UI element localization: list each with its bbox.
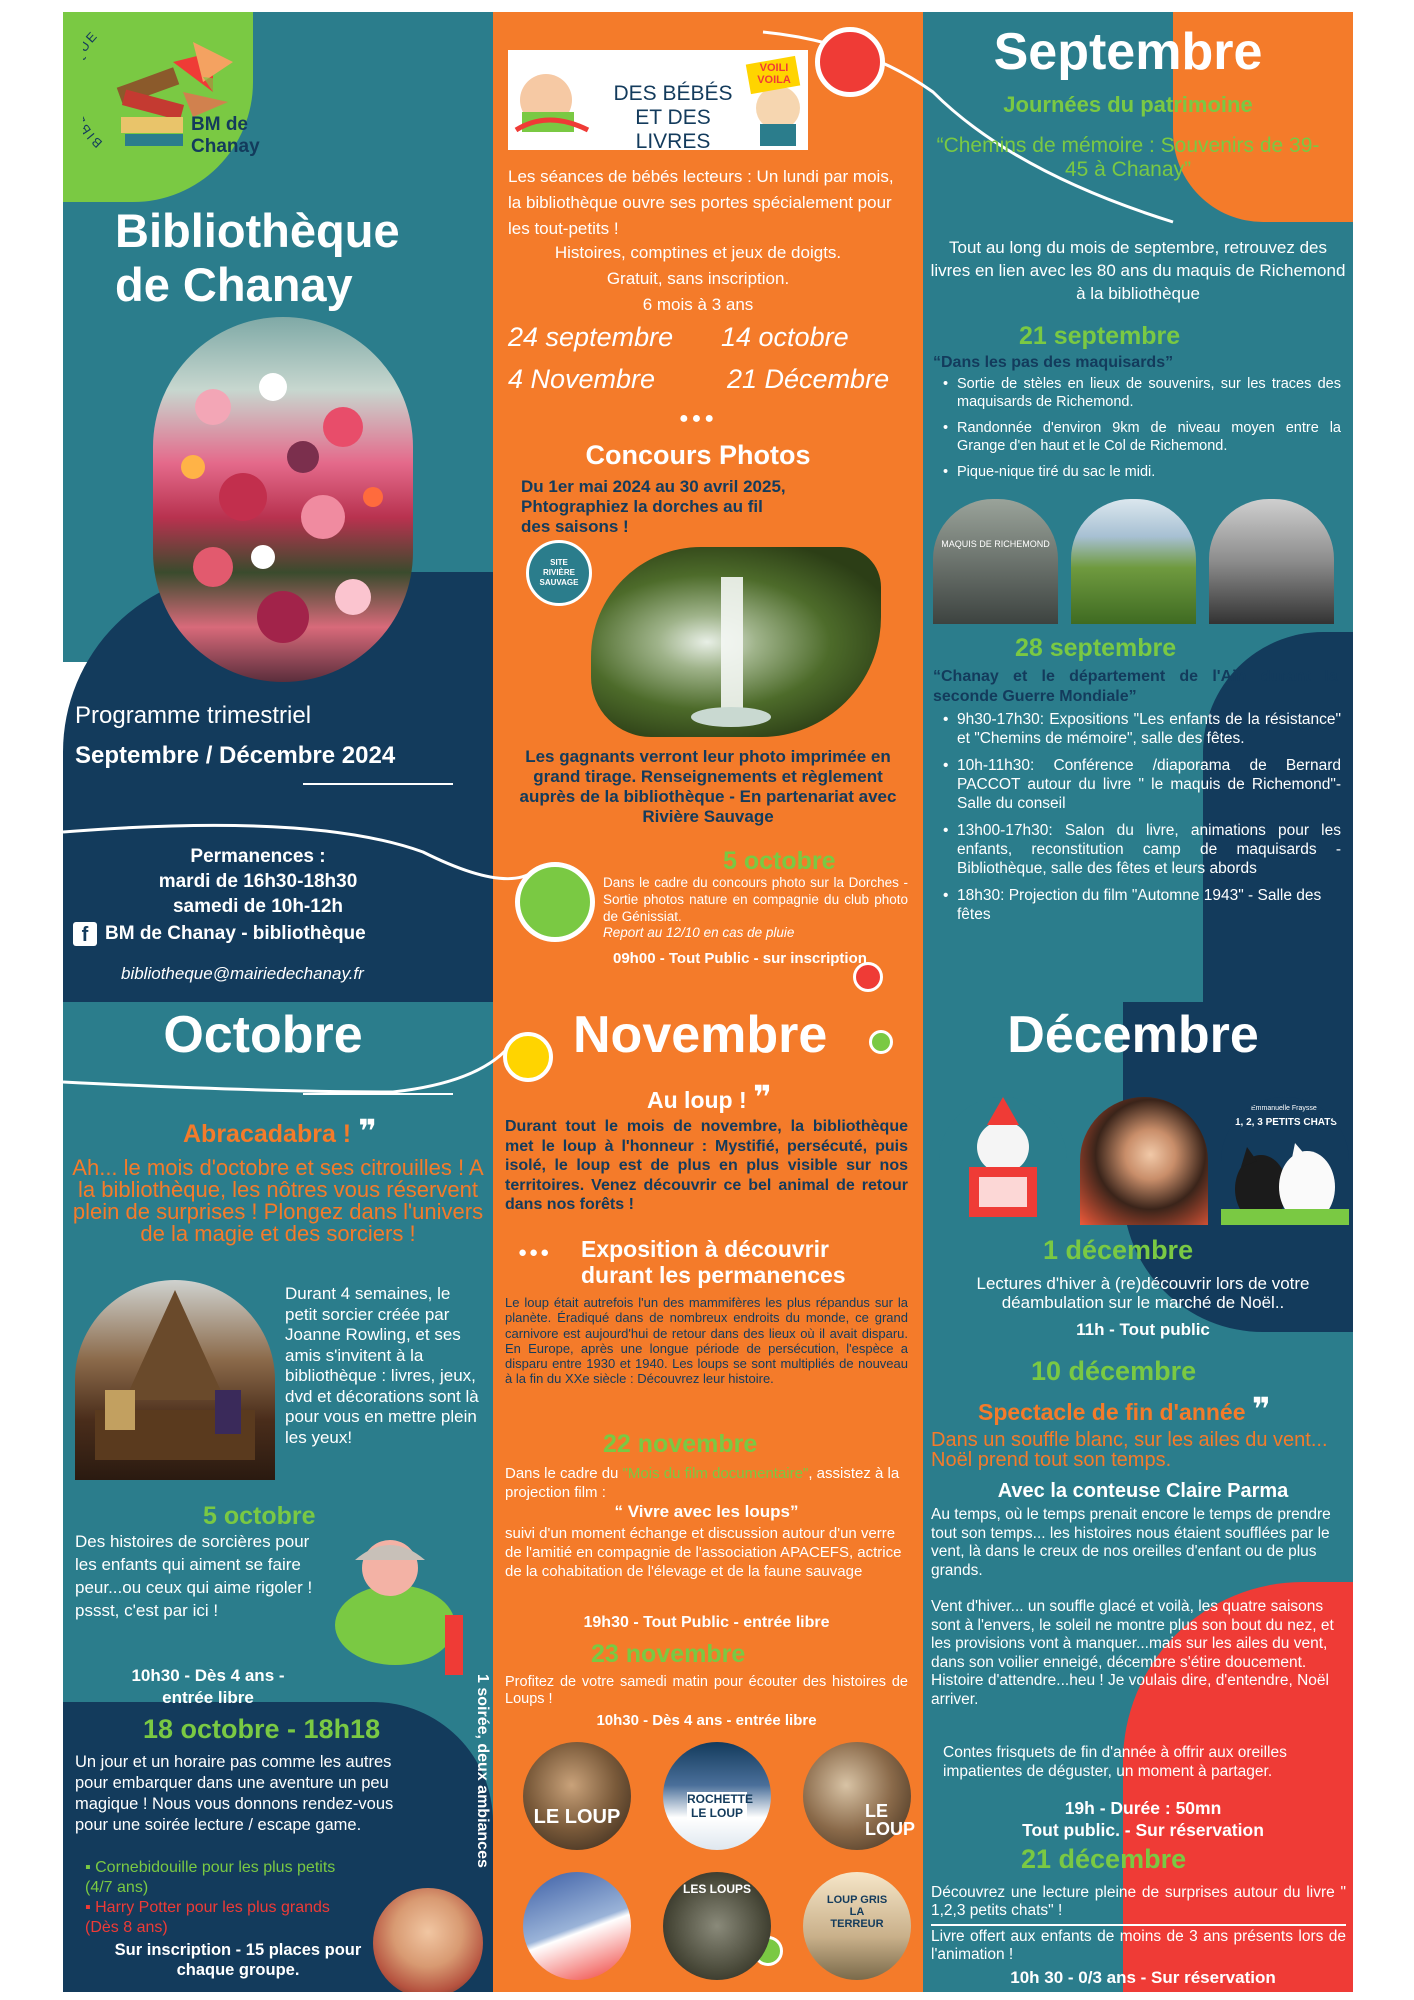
chats-book-cover: Emmanuelle Fraysse 1, 2, 3 PETITS CHATS [1221, 1097, 1349, 1225]
bebes-date-4: 21 Décembre [727, 364, 890, 394]
novembre-expo: Exposition à découvrir durant les permanences [581, 1236, 846, 1288]
septembre-list2 [941, 710, 1341, 924]
list-item: • 10h-11h30: Conférence /diaporama de Bernard PACCOT autour du livre " le maquis de Richemond"- Salle du conseil [941, 756, 1341, 813]
concours-desc: Dans le cadre du concours photo sur la Dorches - Sortie photos nature en compagnie du club photo de Génissiat. [603, 875, 908, 924]
decembre-p2: Vent d'hiver... un souffle glacé et voilà, les quatre saisons sont à l'envers, le soleil ne montre plus son bout du nez, et les provisions vont à manquer...mais sur les ailes du vent, dans son voilier enneigé, décembre s'étire doucement. Histoire d'attendre...heu ! Je voulais dire, d'entendre, Noël arriver. [931, 1598, 1334, 1708]
decembre-time3: 10h 30 - 0/3 ans - Sur réservation [1010, 1968, 1276, 1987]
quote-icon: ❞ [1251, 1391, 1271, 1427]
octobre-text2: Des histoires de sorcières pour les enfants qui aiment se faire peur...ou ceux qui aime rigoler ! pssst, c'est par ici ! [75, 1532, 313, 1620]
list-item: • Randonnée d'environ 9km de niveau moyen entre la Grange d'en haut et le Col de Richemond. [941, 419, 1341, 455]
quote-icon: ❞ [753, 1079, 772, 1115]
bebes-date-2: 14 octobre [721, 322, 849, 352]
bear-illustration [939, 1097, 1067, 1225]
harry-potter-photo [75, 1280, 275, 1480]
concours-text: Du 1er mai 2024 au 30 avril 2025, Phtographiez la dorches au fil des saisons ! [521, 477, 786, 536]
novembre-film: “ Vivre avec les loups” [614, 1502, 799, 1521]
conteuse-photo [1080, 1097, 1208, 1225]
flowers-photo [153, 317, 413, 682]
stele-photo: MAQUIS DE RICHEMOND [933, 499, 1058, 624]
permanences-title: Permanences : [190, 846, 326, 867]
list-item: • 18h30: Projection du film "Automne 1943" - Salle des fêtes [941, 886, 1341, 924]
concours-date: 5 octobre [723, 847, 836, 875]
landscape-photo [1071, 499, 1196, 624]
octobre-sub: Abracadabra ! ❞ [183, 1113, 377, 1149]
library-logo [83, 22, 260, 172]
concours-winners: Les gagnants verront leur photo imprimée en grand tirage. Renseignements et règlement auprès de la bibliothèque - En partenariat avec Rivière Sauvage [519, 747, 897, 826]
girl-photo [373, 1888, 483, 1992]
septembre-date2: 28 septembre [1015, 634, 1177, 662]
riviere-sauvage-badge: SITE RIVIÈRE SAUVAGE [526, 540, 592, 606]
novembre-doc: Dans le cadre du "Mois du film documentaire", assistez à la projection film : [505, 1465, 900, 1501]
decembre-title: Décembre [1007, 1006, 1259, 1064]
decembre-lead2: Dans un souffle blanc, sur les ailes du vent... Noël prend tout son temps. [931, 1429, 1328, 1471]
novembre-lead: Durant tout le mois de novembre, la bibliothèque met le loup à l'honneur : Mystifié, persécuté, puis isolé, le loup est de plus en plus visible sur nos territoires. Venez découvrir ce bel animal de retour dans nos forêts ! [505, 1118, 908, 1213]
octobre-item2: ▪ Harry Potter pour les plus grands (Dès 8 ans) [85, 1899, 330, 1936]
divider [931, 1924, 1346, 1926]
programme-period: Septembre / Décembre 2024 [75, 742, 396, 769]
concours-title: Concours Photos [585, 440, 811, 470]
decembre-time2b: Tout public. - Sur réservation [1022, 1820, 1264, 1840]
bebes-logo-small: VOILI VOILA [757, 62, 791, 86]
contact-block [63, 844, 453, 919]
septembre-quote: “Chemins de mémoire : Souvenirs de 39-45 à Chanay” [936, 134, 1320, 181]
novembre-expo-dots: ●●● [518, 1244, 552, 1261]
mois-documentaire-link[interactable]: "Mois du film documentaire" [622, 1465, 809, 1482]
novembre-time2: 10h30 - Dès 4 ans - entrée libre [596, 1712, 817, 1729]
waterfall-photo [591, 547, 881, 737]
witch-illustration [325, 1530, 470, 1680]
concours-time: 09h00 - Tout Public - sur inscription [613, 950, 867, 967]
decembre-date3: 21 décembre [1021, 1844, 1187, 1874]
novembre-date1: 22 novembre [603, 1430, 758, 1458]
book-cover-1: LE LOUP [523, 1742, 631, 1850]
novembre-expo-text: Le loup était autrefois l'un des mammifères les plus répandus sur la planète. Éradiqué dans de nombreux endroits du monde, ce grand carnivore est aujourd'hui de retour dans des lieux où il avait disparu. En Europe, après une longue période de persécution, l'espèce a disparu entre 1930 et 1940. Les loups se sont multipliés de nouveau à la fin du XXe siècle : Découvrez leur histoire. [505, 1295, 908, 1387]
bebes-date-1: 24 septembre [508, 322, 674, 352]
bebes-line2: Histoires, comptines et jeux de doigts. [554, 243, 842, 262]
octobre-date1: 5 octobre [203, 1502, 316, 1530]
octobre-text3: Un jour et un horaire pas comme les autres pour embarquer dans une aventure un peu magique ! Nous vous donnons rendez-vous pour une soirée lecture / escape game. [75, 1753, 394, 1834]
septembre-date1: 21 septembre [1019, 322, 1181, 350]
book-cover-5: LES LOUPS [663, 1872, 771, 1980]
septembre-title: Septembre [993, 23, 1263, 81]
novembre-sub: Au loup ! ❞ [647, 1079, 772, 1115]
decembre-text1: Lectures d'hiver à (re)découvrir lors de votre déambulation sur le marché de Noël.. [976, 1274, 1310, 1312]
bebes-line4: 6 mois à 3 ans [642, 295, 754, 314]
list-item: • 9h30-17h30: Expositions "Les enfants de la résistance" et "Chemins de mémoire", salle des fêtes. [941, 710, 1341, 748]
permanences-hours1: mardi de 16h30-18h30 [158, 871, 358, 892]
book-cover-2: ROCHETTE LE LOUP [663, 1742, 771, 1850]
book-cover-3: LE LOUP [803, 1742, 911, 1850]
bebes-logo [508, 50, 808, 153]
svg-text:BIBLIOTHÈQUE: BI E [83, 27, 106, 151]
decembre-text3: Découvrez une lecture pleine de surprises autour du livre " 1,2,3 petits chats" ! [931, 1884, 1346, 1919]
decembre-date2: 10 décembre [1031, 1356, 1197, 1386]
bebes-intro: Les séances de bébés lecteurs : Un lundi par mois, la bibliothèque ouvre ses portes spécialement pour les tout-petits ! [508, 167, 894, 238]
octobre-time1b: entrée libre [162, 1688, 254, 1707]
septembre-intro: Tout au long du mois de septembre, retrouvez des livres en lien avec les 80 ans du maquis de Richemond à la bibliothèque [930, 238, 1346, 303]
programme-label: Programme trimestriel [75, 702, 312, 729]
octobre-title: Octobre [163, 1006, 363, 1064]
bebes-date-3: 4 Novembre [508, 364, 656, 394]
list-item: • Pique-nique tiré du sac le midi. [941, 463, 1341, 481]
decembre-text4: Livre offert aux enfants de moins de 3 ans présents lors de l'animation ! [931, 1928, 1346, 1963]
septembre-sub2: “Chanay et le département de l'Ain durant la seconde Guerre Mondiale” [933, 668, 1338, 705]
novembre-time1: 19h30 - Tout Public - entrée libre [583, 1614, 830, 1631]
logo-text: BM de Chanay [191, 114, 260, 157]
novembre-text2: Profitez de votre samedi matin pour écouter des histoires de Loups ! [505, 1674, 908, 1707]
novembre-title: Novembre [573, 1006, 828, 1064]
title-line2: de Chanay [115, 258, 353, 311]
septembre-sub1: “Dans les pas des maquisards” [933, 354, 1174, 371]
list-item: • Sortie de stèles en lieux de souvenirs, sur les traces des maquisards de Richemond. [941, 375, 1341, 411]
green-dot-small [869, 1030, 893, 1054]
green-dot-mid [515, 862, 595, 942]
permanences-hours2: samedi de 10h-12h [172, 896, 344, 917]
quote-icon: ❞ [358, 1113, 377, 1149]
decembre-time2a: 19h - Durée : 50mn [1064, 1798, 1222, 1818]
email-link[interactable]: bibliotheque@mairiedechanay.fr [121, 964, 364, 983]
bebes-dots: ●●● [679, 410, 717, 427]
decembre-sub2: Spectacle de fin d'année ❞ [978, 1391, 1271, 1427]
book-cover-4 [523, 1872, 631, 1980]
novembre-date2: 23 novembre [591, 1640, 746, 1668]
yellow-dot [503, 1032, 553, 1082]
septembre-subtitle: Journées du patrimoine [1003, 92, 1253, 117]
decembre-p1: Au temps, où le temps prenait encore le temps de prendre tout son temps... les histoires nous étaient soufflées par le vent, là dans le creux de nos oreilles d'enfant ou de plus grands. [931, 1506, 1331, 1579]
list-item: • 13h00-17h30: Salon du livre, animations pour les enfants, reconstitution camp de maquisards - Bibliothèque, salle des fêtes et leurs abords [941, 821, 1341, 878]
octobre-inscription: Sur inscription - 15 places pour chaque groupe. [114, 1941, 362, 1979]
octobre-time1a: 10h30 - Dès 4 ans - [131, 1666, 285, 1685]
octobre-vertical: 1 soirée, deux ambiances [474, 1674, 491, 1868]
decembre-date1: 1 décembre [1043, 1235, 1194, 1265]
soldier-photo [1209, 499, 1334, 624]
facebook-icon: f [73, 922, 97, 946]
decembre-p3: Contes frisquets de fin d'année à offrir aux oreilles impatientes de déguster, un moment à partager. [943, 1744, 1287, 1780]
octobre-lead: Ah... le mois d'octobre et ses citrouilles ! A la bibliothèque, les nôtres vous réservent plein de surprises ! Plongez dans l'univers de la magie et des sorciers ! [72, 1155, 484, 1246]
book-cover-6: LOUP GRIS LA TERREUR [803, 1872, 911, 1980]
bebes-logo-text: DES BÉBÉS ET DES LIVRES [613, 82, 733, 153]
red-dot-top [815, 27, 885, 97]
poster [63, 12, 1353, 1992]
concours-report: Report au 12/10 en cas de pluie [603, 925, 795, 940]
bebes-line3: Gratuit, sans inscription. [606, 269, 790, 288]
decembre-time1: 11h - Tout public [1076, 1320, 1210, 1339]
octobre-text1: Durant 4 semaines, le petit sorcier créée par Joanne Rowling, et ses amis s'invitent à la bibliothèque : livres, jeux, dvd et décorations sont là pour vous en mettre plein les yeux! [285, 1284, 479, 1447]
novembre-film-text: suivi d'un moment échange et discussion autour d'un verre de l'amitié en compagnie de l'association APACEFS, actrice de la cohabitation de l'élevage et de la faune sauvage [505, 1525, 902, 1580]
septembre-list1 [941, 375, 1341, 481]
decembre-conteuse: Avec la conteuse Claire Parma [997, 1480, 1289, 1502]
facebook-label: BM de Chanay - bibliothèque [105, 923, 366, 944]
facebook-link[interactable] [73, 922, 366, 946]
octobre-date2: 18 octobre - 18h18 [143, 1714, 381, 1744]
title-line1: Bibliothèque [115, 204, 400, 257]
octobre-item1: ▪ Cornebidouille pour les plus petits (4/7 ans) [85, 1859, 336, 1896]
